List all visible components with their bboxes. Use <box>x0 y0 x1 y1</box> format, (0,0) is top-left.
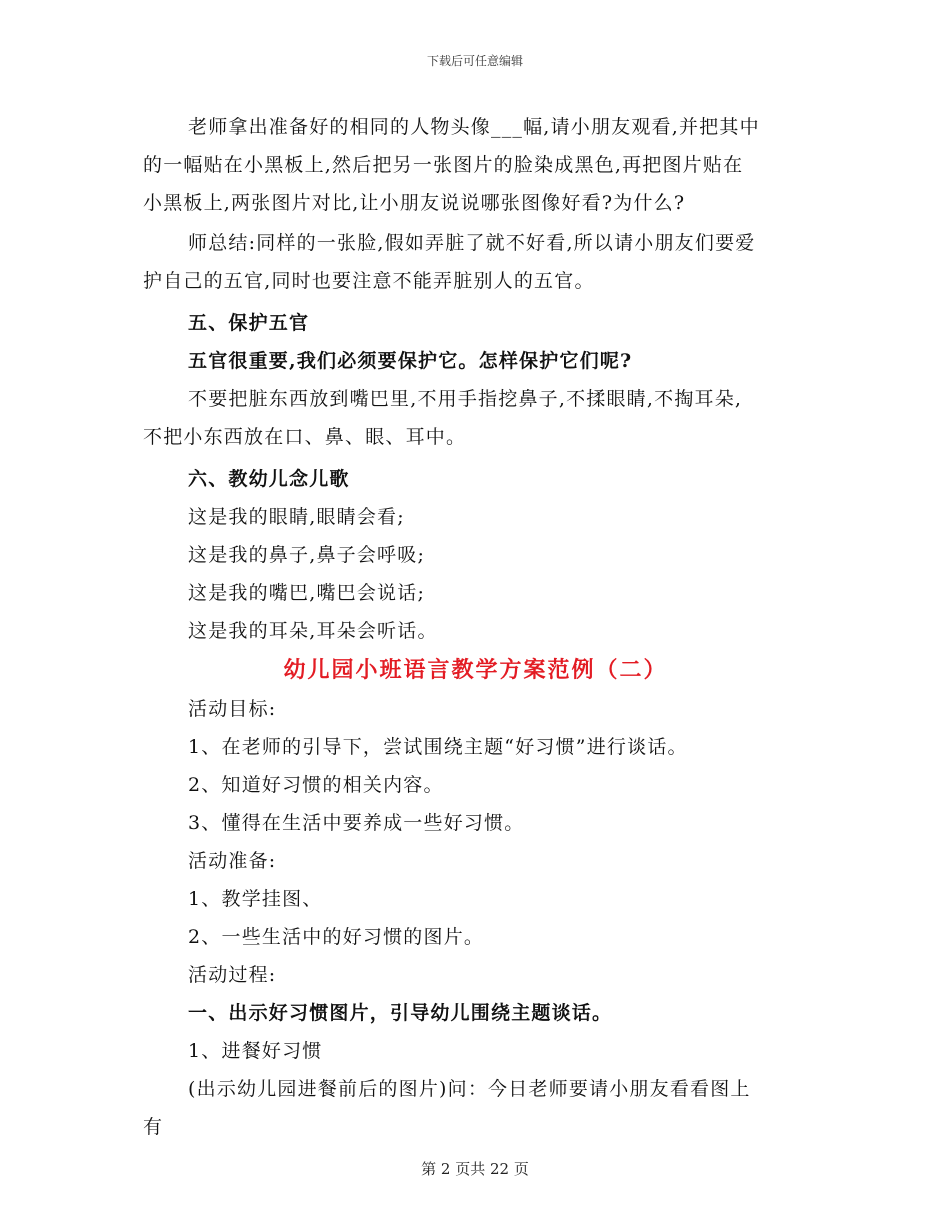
paragraph-line: 的一幅贴在小黑板上,然后把另一张图片的脸染成黑色,再把图片贴在 <box>143 154 744 176</box>
rhyme-line: 这是我的耳朵,耳朵会听话。 <box>188 620 438 642</box>
list-item: 2、一些生活中的好习惯的图片。 <box>188 926 485 948</box>
paragraph-line: 护自己的五官,同时也要注意不能弄脏别人的五官。 <box>143 270 595 292</box>
label-line: 活动目标: <box>188 698 277 720</box>
paragraph-line: 小黑板上,两张图片对比,让小朋友说说哪张图像好看?为什么? <box>143 192 686 214</box>
rhyme-line: 这是我的眼睛,眼睛会看; <box>188 506 405 528</box>
page-footer: 第 2 页共 22 页 <box>421 1160 529 1178</box>
paragraph-line: 老师拿出准备好的相同的人物头像___幅,请小朋友观看,并把其中 <box>188 116 760 138</box>
label-line: 活动准备: <box>188 850 277 872</box>
paragraph-line: 有 <box>143 1116 164 1138</box>
section-heading: 六、教幼儿念儿歌 <box>188 468 350 490</box>
label-line: 活动过程: <box>188 964 277 986</box>
rhyme-line: 这是我的鼻子,鼻子会呼吸; <box>188 544 426 566</box>
paragraph-line: 不要把脏东西放到嘴巴里,不用手指挖鼻子,不揉眼睛,不掏耳朵, <box>188 388 743 410</box>
rhyme-line: 这是我的嘴巴,嘴巴会说话; <box>188 582 426 604</box>
list-item: 1、教学挂图、 <box>188 888 323 910</box>
paragraph-line: 师总结:同样的一张脸,假如弄脏了就不好看,所以请小朋友们要爱 <box>188 232 756 254</box>
list-item: 3、懂得在生活中要养成一些好习惯。 <box>188 812 525 834</box>
document-body <box>143 108 808 1146</box>
paragraph-line: 不把小东西放在口、鼻、眼、耳中。 <box>143 426 467 448</box>
section-heading: 五、保护五官 <box>188 312 310 334</box>
list-item: 1、进餐好习惯 <box>188 1040 323 1062</box>
page-header: 下载后可任意编辑 <box>426 54 523 68</box>
document-title: 幼儿园小班语言教学方案范例（二） <box>283 657 668 683</box>
section-heading: 一、出示好习惯图片，引导幼儿围绕主题谈话。 <box>188 1002 613 1024</box>
list-item: 2、知道好习惯的相关内容。 <box>188 774 444 796</box>
list-item: 1、在老师的引导下，尝试围绕主题“好习惯”进行谈话。 <box>188 736 688 758</box>
bold-question: 五官很重要,我们必须要保护它。怎样保护它们呢? <box>188 350 633 372</box>
paragraph-line: (出示幼儿园进餐前后的图片)问：今日老师要请小朋友看看图上 <box>188 1078 751 1100</box>
